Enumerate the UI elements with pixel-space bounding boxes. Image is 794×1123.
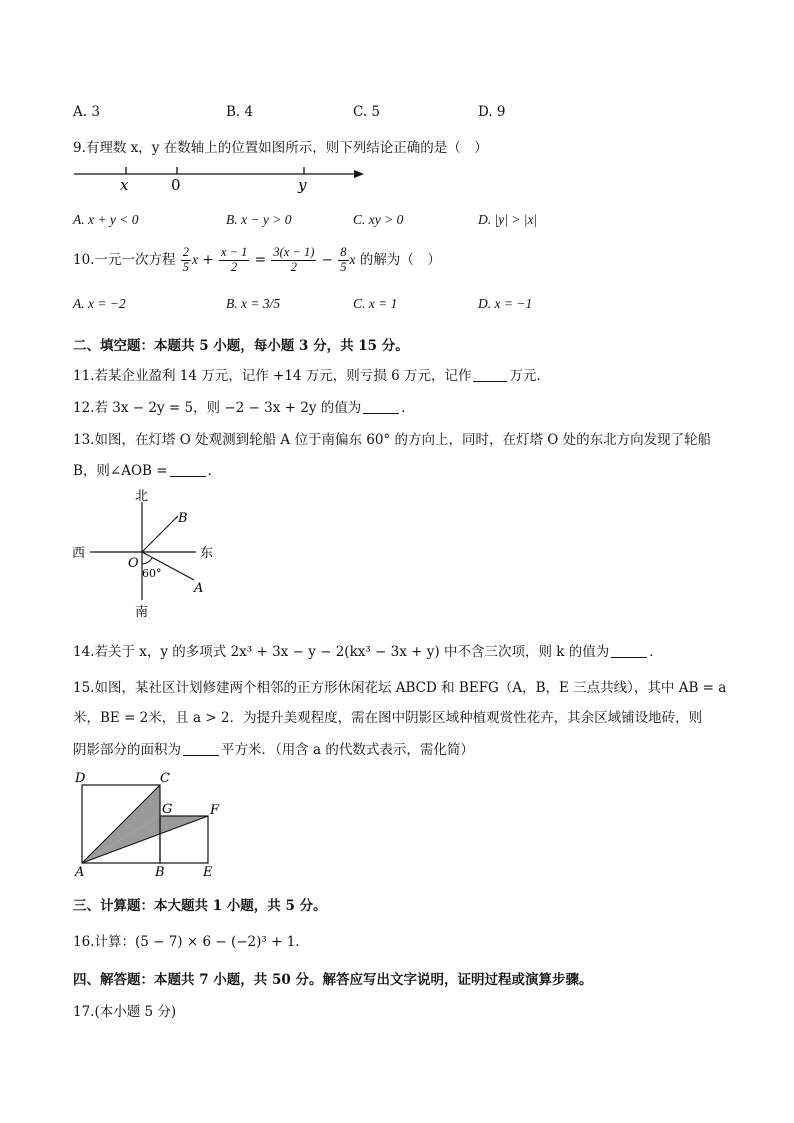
q10-frac-8-5: $\frac{8}{5}$ [340,245,347,274]
q13-label-b: B [178,511,188,526]
q13-line2 [73,459,221,479]
q13-label-o: O [128,556,139,571]
q11 [73,364,550,384]
q15-text: 阴影部分的面积为 [73,742,181,758]
q13-end: ． [207,463,222,479]
q12-end: ． [401,400,415,416]
q15-label-g: G [162,802,173,817]
q10-frac-3x-1-2: $\frac{3(x - 1)}{2}$ [273,245,315,274]
q10-suffix: 的解为（ ） [359,251,441,268]
q9-stem: 9.有理数 x，y 在数轴上的位置如图所示，则下列结论正确的是（ ） [73,140,488,156]
q10-stem: 10.一元一次方程 $\frac{2}{5}$ x + $\frac{x - 1}{2}$ = $\frac{3(x - 1)}{2}$ − $\frac{8}{5}$ x 的解为（ ） [73,245,441,274]
q9-option-b: B. x − y > 0 [226,212,292,227]
q15-line3 [73,738,474,758]
q15-label-f: F [210,803,220,818]
q11-text: 11.若某企业盈利 14 万元，记作 +14 万元，则亏损 6 万元，记作 [73,368,472,384]
section-4-heading: 四、解答题：本题共 7 小题，共 50 分。解答应写出文字说明，证明过程或演算步骤。 [73,972,593,988]
q13-answer-blank[interactable] [170,475,206,477]
q13-label-south: 南 [135,605,149,620]
q12 [73,396,415,416]
q13-compass-figure [70,488,230,622]
section-2-heading: 二、填空题：本题共 5 小题，每小题 3 分，共 15 分。 [73,338,409,354]
section-3-heading: 三、计算题：本大题共 1 小题，共 5 分。 [73,898,327,914]
q14 [73,640,663,660]
q15-label-d: D [75,771,86,786]
q13-line1: 13.如图，在灯塔 O 处观测到轮船 A 位于南偏东 60° 的方向上，同时，在灯塔 O 处的东北方向发现了轮船 [73,432,712,448]
q15-label-c: C [160,771,170,786]
q10-frac-2-5: $\frac{2}{5}$ [182,245,190,274]
q8-option-c: C. 5 [353,104,381,120]
q9-option-a: A. x + y < 0 [73,212,139,227]
q10-option-d: D. x = −1 [478,296,533,311]
q13-text: B，则∠AOB = [73,463,168,479]
q15-squares-figure [70,768,230,880]
q17: 17.(本小题 5 分) [73,1004,177,1020]
q15-label-a: A [75,865,85,880]
q13-label-east: 东 [200,546,214,561]
q13-label-angle: 60° [142,567,162,580]
q15-label-e: E [203,865,213,880]
q13-label-west: 西 [72,546,86,561]
q13-label-north: 北 [135,489,149,504]
q10-frac-x-1-2: $\frac{x - 1}{2}$ [220,245,248,274]
q15-line1: 15.如图，某社区计划修建两个相邻的正方形休闲花坛 ABCD 和 BEFG（A，B，E 三点共线），其中 AB = a [73,680,727,696]
q15-label-b: B [155,865,165,880]
q16: 16.计算：(5 − 7) × 6 − (−2)³ + 1． [73,934,309,950]
q10-option-b: B. x = 3/5 [226,296,281,311]
q15-answer-blank[interactable] [183,754,219,756]
q10-option-a: A. x = −2 [73,296,126,311]
q12-text: 12.若 3x − 2y = 5，则 −2 − 3x + 2y 的值为 [73,400,362,416]
q12-answer-blank[interactable] [363,412,399,414]
q9-axis-label-x: x [120,176,129,194]
q9-number-line [70,160,370,194]
q10-prefix: 10.一元一次方程 [73,251,176,268]
q11-unit: 万元． [509,368,550,384]
q11-answer-blank[interactable] [473,380,507,382]
q9-axis-label-y: y [298,176,307,194]
q14-text: 14.若关于 x，y 的多项式 2x³ + 3x − y − 2(kx³ − 3x + y) 中不含三次项，则 k 的值为 [73,644,610,660]
q14-answer-blank[interactable] [611,656,647,658]
q13-label-a: A [194,581,204,596]
q8-option-d: D. 9 [478,104,506,120]
q9-option-d: D. |y| > |x| [478,212,538,227]
q15-line2: 米，BE = 2米，且 a > 2．为提升美观程度，需在图中阴影区域种植观赏性花卉，其余区域铺设地砖，则 [73,710,703,726]
q8-option-b: B. 4 [226,104,254,120]
q8-option-a: A. 3 [73,104,100,120]
q15-unit: 平方米．（用含 a 的代数式表示，需化简） [221,742,474,758]
q10-option-c: C. x = 1 [353,296,398,311]
q9-option-c: C. xy > 0 [353,212,404,227]
q9-axis-label-zero: 0 [171,176,181,194]
q14-end: ． [649,644,663,660]
